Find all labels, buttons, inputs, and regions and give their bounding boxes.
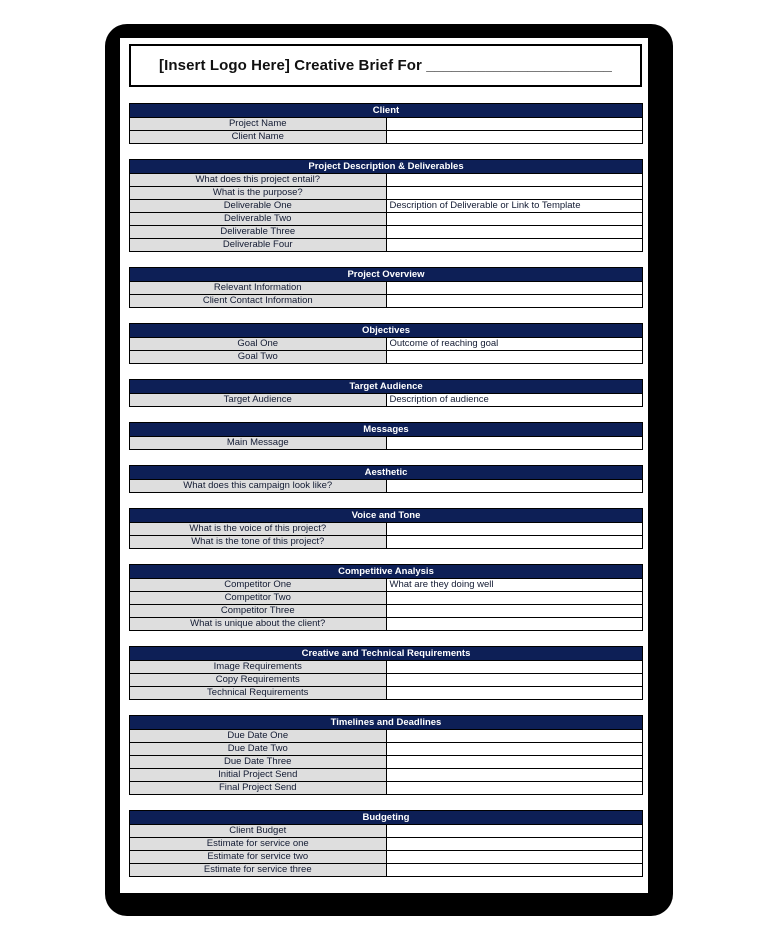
row-value-cell[interactable]: [386, 864, 643, 877]
section-header-row: [130, 811, 643, 825]
row-label-cell: Due Date Two: [130, 743, 387, 756]
table-row: [130, 480, 643, 493]
table-row: [130, 825, 643, 838]
row-label-cell: What does this campaign look like?: [130, 480, 387, 493]
row-value-cell[interactable]: [386, 730, 643, 743]
row-value-cell[interactable]: Description of audience: [386, 394, 643, 407]
table-row: [130, 838, 643, 851]
table-row: [130, 282, 643, 295]
section-table: [129, 159, 643, 252]
row-value-cell[interactable]: [386, 187, 643, 200]
row-value-cell[interactable]: [386, 282, 643, 295]
row-label-cell: Technical Requirements: [130, 687, 387, 700]
row-label-cell: Project Name: [130, 118, 387, 131]
table-row: [130, 579, 643, 592]
section-header: Project Description & Deliverables: [130, 160, 643, 174]
section-table: [129, 267, 643, 308]
row-value-cell[interactable]: [386, 523, 643, 536]
table-row: [130, 687, 643, 700]
section-table: [129, 465, 643, 493]
table-row: [130, 618, 643, 631]
table-row: [130, 864, 643, 877]
row-label-cell: Competitor Two: [130, 592, 387, 605]
row-value-cell[interactable]: [386, 687, 643, 700]
table-row: [130, 213, 643, 226]
row-label-cell: Competitor Three: [130, 605, 387, 618]
table-row: [130, 743, 643, 756]
document-title-box: [129, 44, 642, 87]
row-value-cell[interactable]: Outcome of reaching goal: [386, 338, 643, 351]
row-value-cell[interactable]: [386, 618, 643, 631]
row-label-cell: Deliverable One: [130, 200, 387, 213]
table-row: [130, 674, 643, 687]
section-table: [129, 646, 643, 700]
section-header-row: [130, 324, 643, 338]
section-header: Budgeting: [130, 811, 643, 825]
section-table: [129, 379, 643, 407]
table-row: [130, 437, 643, 450]
row-value-cell[interactable]: [386, 174, 643, 187]
table-row: [130, 174, 643, 187]
sections-container: [129, 103, 642, 877]
row-label-cell: Relevant Information: [130, 282, 387, 295]
table-row: [130, 592, 643, 605]
row-value-cell[interactable]: [386, 782, 643, 795]
row-label-cell: What is unique about the client?: [130, 618, 387, 631]
section-header-row: [130, 380, 643, 394]
section-header-row: [130, 104, 643, 118]
row-label-cell: Estimate for service three: [130, 864, 387, 877]
row-label-cell: Due Date Three: [130, 756, 387, 769]
section-header: Timelines and Deadlines: [130, 716, 643, 730]
section-table: [129, 508, 643, 549]
page-shadow-frame: [105, 24, 673, 916]
section-header-row: [130, 466, 643, 480]
section-header: Project Overview: [130, 268, 643, 282]
row-label-cell: Copy Requirements: [130, 674, 387, 687]
section-header: Creative and Technical Requirements: [130, 647, 643, 661]
table-row: [130, 605, 643, 618]
table-row: [130, 536, 643, 549]
row-label-cell: Goal Two: [130, 351, 387, 364]
row-label-cell: Final Project Send: [130, 782, 387, 795]
section-table: [129, 323, 643, 364]
section-header: Aesthetic: [130, 466, 643, 480]
row-label-cell: What does this project entail?: [130, 174, 387, 187]
table-row: [130, 118, 643, 131]
row-value-cell[interactable]: [386, 825, 643, 838]
row-value-cell[interactable]: [386, 437, 643, 450]
table-row: [130, 351, 643, 364]
row-label-cell: Due Date One: [130, 730, 387, 743]
table-row: [130, 338, 643, 351]
row-value-cell[interactable]: [386, 674, 643, 687]
section-header: Objectives: [130, 324, 643, 338]
row-label-cell: Goal One: [130, 338, 387, 351]
section-table: [129, 715, 643, 795]
section-header: Client: [130, 104, 643, 118]
section-header-row: [130, 565, 643, 579]
section-table: [129, 422, 643, 450]
table-row: [130, 782, 643, 795]
row-value-cell[interactable]: [386, 480, 643, 493]
section-table: [129, 564, 643, 631]
table-row: [130, 523, 643, 536]
row-label-cell: Image Requirements: [130, 661, 387, 674]
table-row: [130, 131, 643, 144]
row-value-cell[interactable]: [386, 756, 643, 769]
row-value-cell[interactable]: [386, 213, 643, 226]
table-row: [130, 226, 643, 239]
table-row: [130, 394, 643, 407]
section-header-row: [130, 647, 643, 661]
section-header: Target Audience: [130, 380, 643, 394]
row-value-cell[interactable]: [386, 536, 643, 549]
row-value-cell[interactable]: [386, 851, 643, 864]
row-value-cell[interactable]: Description of Deliverable or Link to Template: [386, 200, 643, 213]
row-value-cell[interactable]: [386, 592, 643, 605]
row-value-cell[interactable]: [386, 226, 643, 239]
row-label-cell: Deliverable Two: [130, 213, 387, 226]
row-label-cell: Estimate for service two: [130, 851, 387, 864]
row-label-cell: What is the tone of this project?: [130, 536, 387, 549]
section-header: Messages: [130, 423, 643, 437]
table-row: [130, 661, 643, 674]
row-value-cell[interactable]: [386, 605, 643, 618]
row-value-cell[interactable]: [386, 295, 643, 308]
row-label-cell: Estimate for service one: [130, 838, 387, 851]
row-label-cell: What is the purpose?: [130, 187, 387, 200]
row-value-cell[interactable]: [386, 743, 643, 756]
section-table: [129, 810, 643, 877]
section-header-row: [130, 423, 643, 437]
row-label-cell: Deliverable Three: [130, 226, 387, 239]
row-label-cell: Initial Project Send: [130, 769, 387, 782]
table-row: [130, 756, 643, 769]
section-header: Voice and Tone: [130, 509, 643, 523]
row-value-cell[interactable]: [386, 239, 643, 252]
table-row: [130, 200, 643, 213]
section-header-row: [130, 160, 643, 174]
row-label-cell: Deliverable Four: [130, 239, 387, 252]
table-row: [130, 239, 643, 252]
table-row: [130, 851, 643, 864]
row-label-cell: Client Contact Information: [130, 295, 387, 308]
section-table: [129, 103, 643, 144]
document-page: [120, 38, 648, 893]
row-label-cell: Main Message: [130, 437, 387, 450]
row-value-cell[interactable]: [386, 131, 643, 144]
row-label-cell: What is the voice of this project?: [130, 523, 387, 536]
row-value-cell[interactable]: What are they doing well: [386, 579, 643, 592]
row-value-cell[interactable]: [386, 838, 643, 851]
row-label-cell: Client Name: [130, 131, 387, 144]
table-row: [130, 187, 643, 200]
section-header: Competitive Analysis: [130, 565, 643, 579]
document-title: [Insert Logo Here] Creative Brief For ______________________: [159, 57, 612, 74]
row-value-cell[interactable]: [386, 769, 643, 782]
row-value-cell[interactable]: [386, 351, 643, 364]
row-label-cell: Client Budget: [130, 825, 387, 838]
table-row: [130, 295, 643, 308]
section-header-row: [130, 509, 643, 523]
table-row: [130, 769, 643, 782]
row-value-cell[interactable]: [386, 661, 643, 674]
row-label-cell: Competitor One: [130, 579, 387, 592]
section-header-row: [130, 268, 643, 282]
table-row: [130, 730, 643, 743]
section-header-row: [130, 716, 643, 730]
row-label-cell: Target Audience: [130, 394, 387, 407]
row-value-cell[interactable]: [386, 118, 643, 131]
